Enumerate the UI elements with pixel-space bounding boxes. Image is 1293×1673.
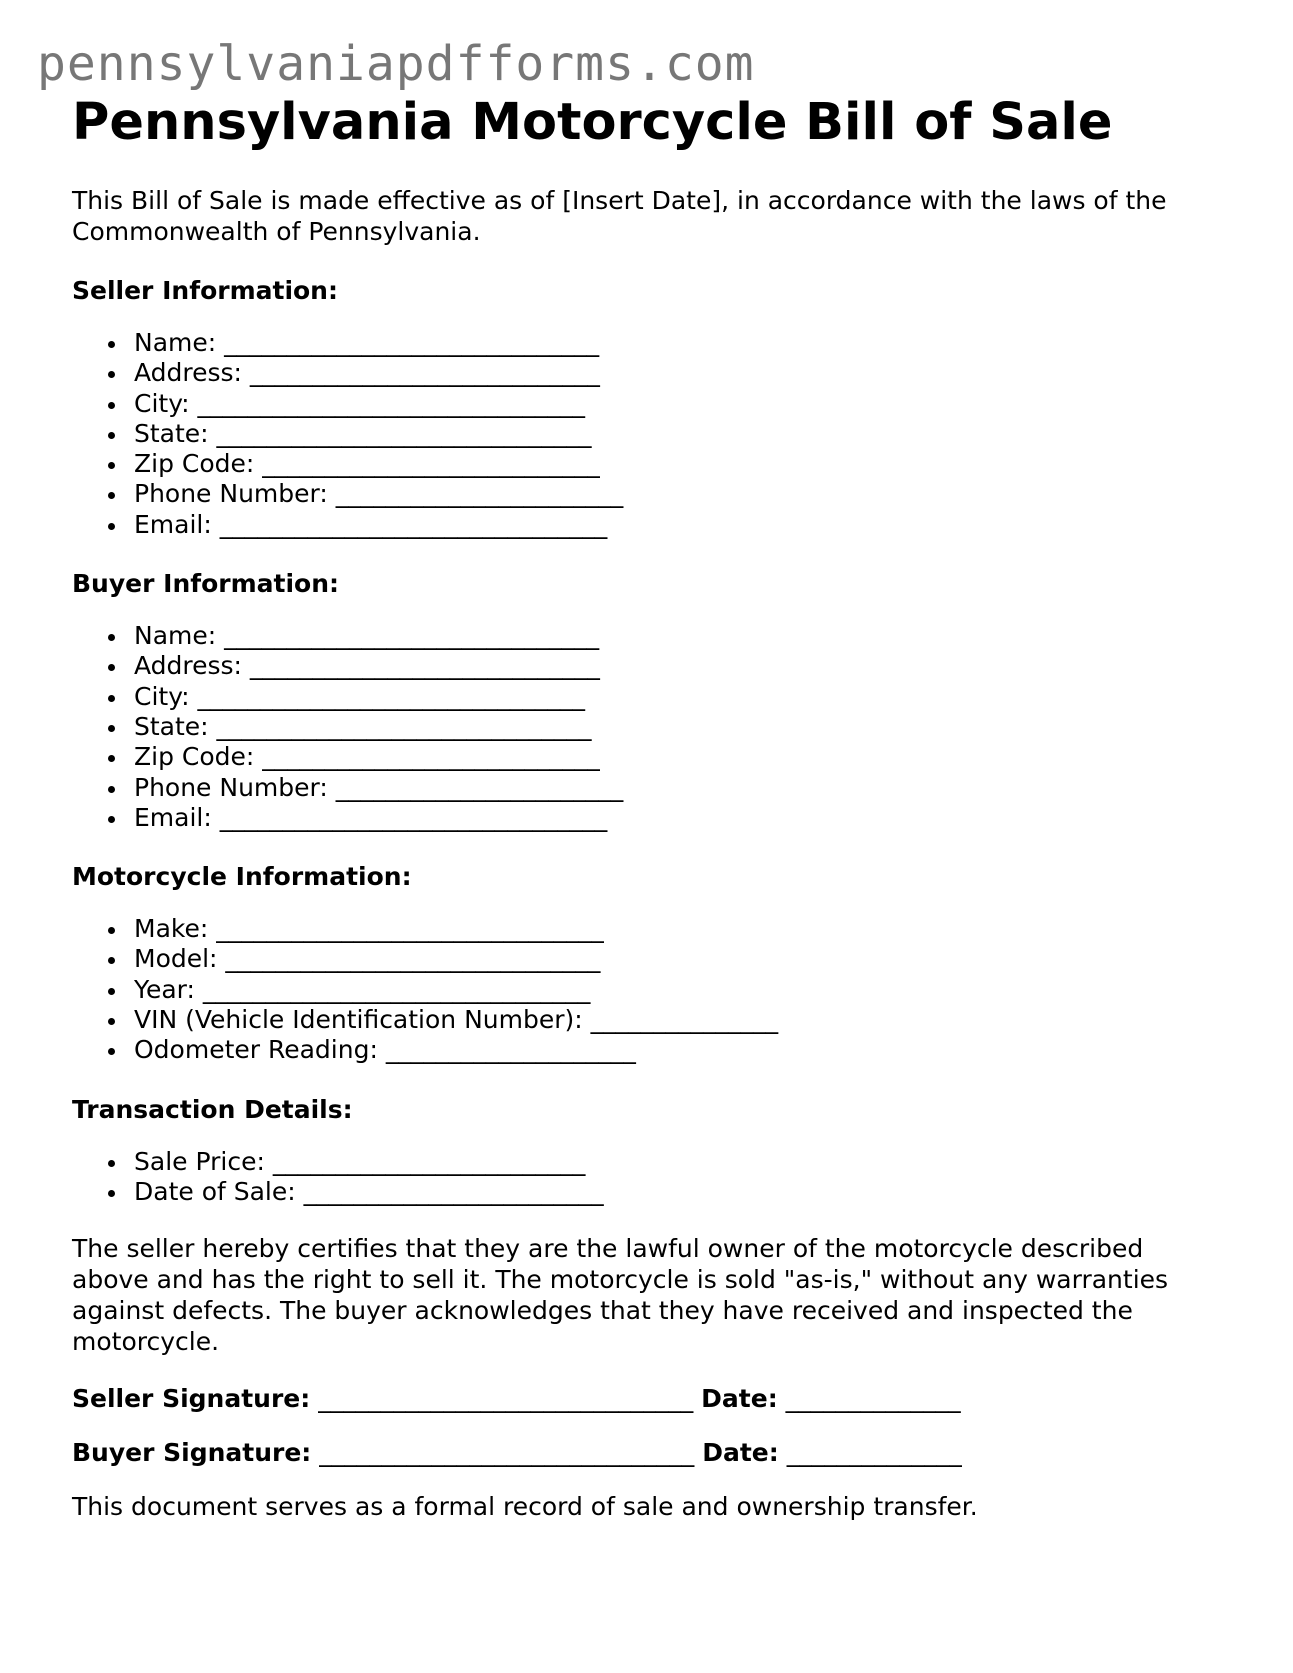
seller-information-list xyxy=(72,328,1232,540)
seller-zip-code-field[interactable]: Zip Code: ___________________________ xyxy=(134,449,1232,479)
buyer-state-field[interactable]: State: ______________________________ xyxy=(134,712,1232,742)
seller-date-field[interactable]: ______________ xyxy=(777,1384,961,1414)
buyer-date-label: Date: xyxy=(702,1438,779,1468)
seller-name-field[interactable]: Name: ______________________________ xyxy=(134,328,1232,358)
seller-information-heading: Seller Information: xyxy=(72,276,338,305)
seller-signature-line xyxy=(72,1383,1232,1414)
date-of-sale-field[interactable]: Date of Sale: ________________________ xyxy=(134,1177,1232,1207)
buyer-date-field[interactable]: ______________ xyxy=(778,1438,962,1468)
seller-signature-label: Seller Signature: xyxy=(72,1384,311,1414)
motorcycle-year-field[interactable]: Year: _______________________________ xyxy=(134,975,1232,1005)
site-watermark: pennsylvaniapdfforms.com xyxy=(37,36,755,92)
closing-statement: This document serves as a formal record of sale and ownership transfer. xyxy=(72,1492,978,1522)
seller-address-field[interactable]: Address: ____________________________ xyxy=(134,358,1232,388)
motorcycle-make-field[interactable]: Make: _______________________________ xyxy=(134,914,1232,944)
seller-signature-field[interactable]: ______________________________ xyxy=(310,1384,702,1414)
buyer-name-field[interactable]: Name: ______________________________ xyxy=(134,621,1232,651)
buyer-signature-line xyxy=(72,1437,1232,1468)
buyer-zip-code-field[interactable]: Zip Code: ___________________________ xyxy=(134,742,1232,772)
buyer-information-heading: Buyer Information: xyxy=(72,569,340,599)
seller-email-field[interactable]: Email: _______________________________ xyxy=(134,510,1232,540)
buyer-signature-label: Buyer Signature: xyxy=(72,1438,312,1468)
motorcycle-vin-field[interactable]: VIN (Vehicle Identification Number): _______________ xyxy=(134,1005,1232,1035)
buyer-email-field[interactable]: Email: _______________________________ xyxy=(134,803,1232,833)
certification-paragraph: The seller hereby certifies that they are the lawful owner of the motorcycle described above and has the right to sell it. The motorcycle is sold "as-is," without any warranties against defects. The buyer acknowledges that they have received and inspected the motorcycle. xyxy=(72,1234,1169,1357)
transaction-details-list xyxy=(72,1147,1232,1208)
bill-of-sale-document xyxy=(72,90,1232,1522)
motorcycle-odometer-field[interactable]: Odometer Reading: ____________________ xyxy=(134,1035,1232,1065)
document-title: Pennsylvania Motorcycle Bill of Sale xyxy=(72,93,1113,152)
intro-paragraph: This Bill of Sale is made effective as of [Insert Date], in accordance with the laws of the Commonwealth of Pennsylvania. xyxy=(72,186,1167,246)
buyer-signature-field[interactable]: ______________________________ xyxy=(311,1438,703,1468)
motorcycle-information-list xyxy=(72,914,1232,1065)
transaction-details-heading: Transaction Details: xyxy=(72,1094,353,1124)
buyer-information-list xyxy=(72,621,1232,833)
motorcycle-model-field[interactable]: Model: ______________________________ xyxy=(134,944,1232,974)
seller-city-field[interactable]: City: _______________________________ xyxy=(134,389,1232,419)
seller-state-field[interactable]: State: ______________________________ xyxy=(134,419,1232,449)
seller-date-label: Date: xyxy=(701,1384,778,1414)
buyer-city-field[interactable]: City: _______________________________ xyxy=(134,682,1232,712)
buyer-phone-number-field[interactable]: Phone Number: _______________________ xyxy=(134,773,1232,803)
sale-price-field[interactable]: Sale Price: _________________________ xyxy=(134,1147,1232,1177)
seller-phone-number-field[interactable]: Phone Number: _______________________ xyxy=(134,479,1232,509)
buyer-address-field[interactable]: Address: ____________________________ xyxy=(134,651,1232,681)
motorcycle-information-heading: Motorcycle Information: xyxy=(72,862,412,892)
